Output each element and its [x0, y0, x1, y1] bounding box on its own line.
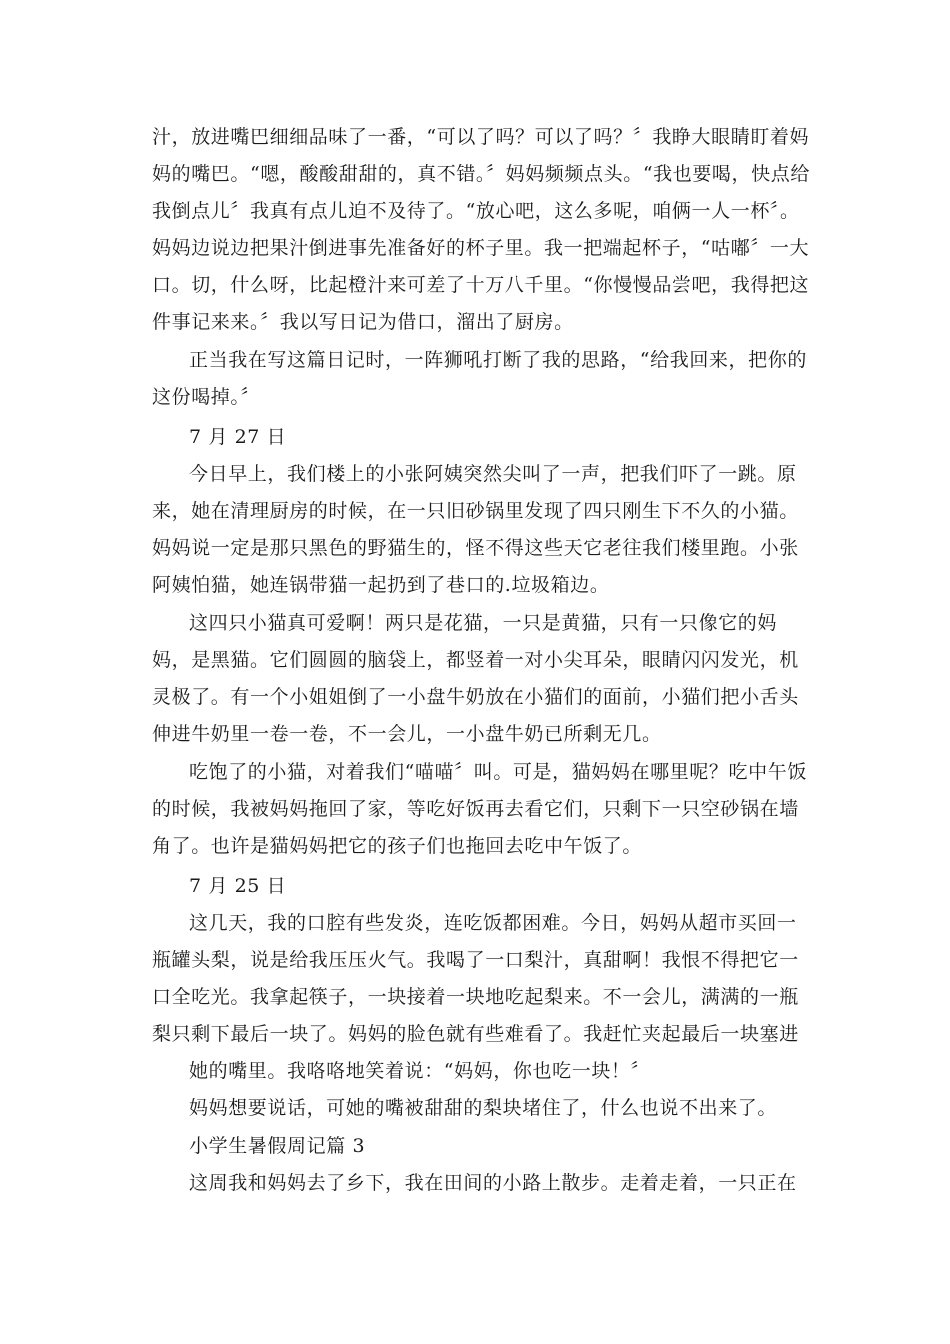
paragraph-first-line: 这四只小猫真可爱啊！两只是花猫，一只是黄猫，只有一只像它的妈 [189, 612, 778, 634]
text-line: 妈妈说一定是那只黑色的野猫生的，怪不得这些天它老往我们楼里跑。小张 [152, 537, 799, 559]
text-line: 妈的嘴巴。“嗯，酸酸甜甜的，真不错。〞妈妈频频点头。“我也要喝，快点给 [152, 163, 810, 185]
paragraph-first-line: 正当我在写这篇日记时，一阵狮吼打断了我的思路，“给我回来，把你的 [189, 349, 807, 371]
text-line: 她的嘴里。我咯咯地笑着说：“妈妈，你也吃一块！〞 [189, 1060, 651, 1082]
text-line: 妈妈边说边把果汁倒进事先准备好的杯子里。我一把端起杯子，“咕嘟〞一大 [152, 237, 810, 259]
text-line: 伸进牛奶里一卷一卷，不一会儿，一小盘牛奶已所剩无几。 [152, 723, 662, 745]
text-line: 的时候，我被妈妈拖回了家，等吃好饭再去看它们，只剩下一只空砂锅在墙 [152, 798, 799, 820]
text-line: 口。切，什么呀，比起橙汁来可差了十万八千里。“你慢慢品尝吧，我得把这 [152, 274, 810, 296]
text-line: 汁，放进嘴巴细细品味了一番，“可以了吗？可以了吗？〞我睁大眼睛盯着妈 [152, 126, 810, 148]
text-line: 件事记来来。〞我以写日记为借口，溜出了厨房。 [152, 311, 574, 333]
section-heading: 小学生暑假周记篇 3 [189, 1135, 366, 1157]
paragraph-first-line: 妈妈想要说话，可她的嘴被甜甜的梨块堵住了，什么也说不出来了。 [189, 1097, 778, 1119]
text-line: 灵极了。有一个小姐姐倒了一小盘牛奶放在小猫们的面前，小猫们把小舌头 [152, 686, 799, 708]
text-line: 阿姨怕猫，她连锅带猫一起扔到了巷口的.垃圾箱边。 [152, 574, 610, 596]
paragraph-first-line: 这周我和妈妈去了乡下，我在田间的小路上散步。走着走着，一只正在 [189, 1172, 797, 1194]
paragraph-first-line: 这几天，我的口腔有些发炎，连吃饭都困难。今日，妈妈从超市买回一 [189, 912, 797, 934]
text-line: 我倒点儿〞我真有点儿迫不及待了。“放心吧，这么多呢，咱俩一人一杯〞。 [152, 200, 800, 222]
text-line: 这份喝掉。〞 [152, 386, 261, 408]
text-line: 来，她在清理厨房的时候，在一只旧砂锅里发现了四只刚生下不久的小猫。 [152, 500, 799, 522]
text-line: 梨只剩下最后一块了。妈妈的脸色就有些难看了。我赶忙夹起最后一块塞进 [152, 1023, 799, 1045]
paragraph-first-line: 吃饱了的小猫，对着我们“喵喵〞叫。可是，猫妈妈在哪里呢？吃中午饭 [189, 761, 807, 783]
text-line: 角了。也许是猫妈妈把它的孩子们也拖回去吃中午饭了。 [152, 835, 643, 857]
text-line: 口全吃光。我拿起筷子，一块接着一块地吃起梨来。不一会儿，满满的一瓶 [152, 986, 799, 1008]
paragraph-first-line: 今日早上，我们楼上的小张阿姨突然尖叫了一声，把我们吓了一跳。原 [189, 463, 797, 485]
date-heading: 7 月 27 日 [189, 426, 287, 448]
text-line: 瓶罐头梨，说是给我压压火气。我喝了一口梨汁，真甜啊！我恨不得把它一 [152, 949, 799, 971]
date-heading: 7 月 25 日 [189, 875, 287, 897]
text-line: 妈，是黑猫。它们圆圆的脑袋上，都竖着一对小尖耳朵，眼睛闪闪发光，机 [152, 649, 799, 671]
